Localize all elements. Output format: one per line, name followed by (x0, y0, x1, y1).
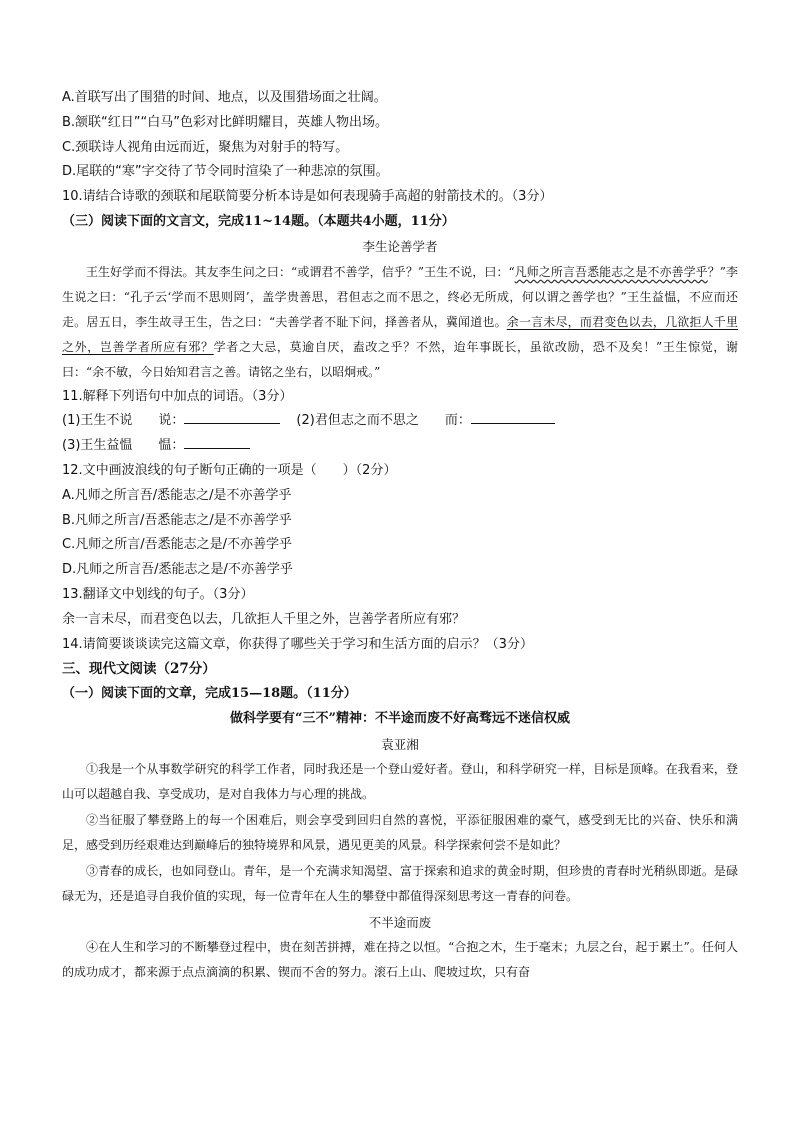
question-11: 11.解释下列语句中加点的词语。（3分） (62, 388, 293, 404)
article-paragraph-1: ①我是一个从事数学研究的科学工作者，同时我还是一个登山爱好者。登山，和科学研究一样，目标是顶峰。在我看来，登山可以超越自我、享受成功，是对自我体力与心理的挑战。 (62, 761, 738, 802)
part-3-sub-heading: （一）阅读下面的文章，完成15—18题。（11分） (62, 686, 357, 702)
article-title: 做科学要有“三不”精神：不半途而废不好高骛远不迷信权威 (230, 710, 570, 726)
question-14: 14.请简要谈谈读完这篇文章，你获得了哪些关于学习和生活方面的启示？（3分） (62, 636, 533, 652)
classical-paragraph (62, 260, 738, 385)
question-11-item-1: (1)王生不说 说： (62, 413, 185, 429)
q9-option-d: D.尾联的“寒”字交待了节令同时渲染了一种悲凉的氛围。 (62, 164, 389, 180)
q12-option-d: D.凡师之所言吾/悉能志之是/不亦善学乎 (62, 562, 293, 578)
question-13: 13.翻译文中划线的句子。（3分） (62, 586, 254, 602)
classical-passage (62, 260, 738, 385)
article-section-title: 不半途而废 (368, 914, 432, 930)
question-10: 10.请结合诗歌的颈联和尾联简要分析本诗是如何表现骑手高超的射箭技术的。（3分） (62, 189, 553, 205)
q9-option-c: C.颈联诗人视角由远而近，聚焦为对射手的特写。 (62, 139, 349, 155)
answer-blank-1[interactable] (184, 409, 280, 424)
question-13-sentence: 余一言未尽，而君变色以去，几欲拒人千里之外，岂善学者所应有邪？ (62, 611, 466, 627)
question-11-row-2 (62, 434, 738, 459)
q9-option-b: B.颔联“红日”“白马”色彩对比鲜明耀目，英雄人物出场。 (62, 114, 388, 130)
article-author: 袁亚湘 (381, 736, 419, 752)
answer-blank-3[interactable] (184, 434, 250, 449)
section-3-heading: （三）阅读下面的文言文，完成11~14题。（本题共4小题，11分） (62, 213, 455, 229)
modern-passage (62, 757, 738, 986)
classical-text-part-1: 王生好学而不得法。其友李生问之曰：“或谓君不善学，信乎？”王生不说，曰：“ (86, 264, 515, 279)
q12-option-c: C.凡师之所言/吾悉能志之是/不亦善学乎 (62, 537, 292, 553)
q12-option-b: B.凡师之所言/吾悉能志之/是不亦善学乎 (62, 512, 292, 528)
classical-text-part-2: ？”李生说之曰：“孔子云‘学而不思则罔’，盖学贵善思，君但志之而不思之，终必无所成，何以谓之善学也？”王生益愠，不应而还走。居五日，李生故寻王生，告之曰：“夫善学者不耻下问，择善者从，冀闻道也。 (62, 264, 738, 329)
article-paragraph-4: ④在人生和学习的不断攀登过程中，贵在刻苦拼搏，难在持之以恒。“合抱之木，生于毫末；九层之台，起于累土”。任何人的成功成才，都来源于点点滴滴的积累、锲而不舍的努力。滚石上山、爬坡过坎，只有奋 (62, 939, 738, 980)
answer-blank-2[interactable] (471, 409, 555, 424)
article-paragraph-3: ③青春的成长，也如同登山。青年，是一个充满求知渴望、富于探索和追求的黄金时期，但珍贵的青春时光稍纵即逝。是碌碌无为，还是追寻自我价值的实现，每一位青年在人生的攀登中都值得深刻思考这一青春的问卷。 (62, 863, 738, 904)
question-11-item-3: (3)王生益愠 愠： (62, 438, 185, 454)
part-3-heading: 三、现代文阅读（27分） (62, 661, 216, 678)
underlined-sentence: 余一言未尽，而君变色以去，几欲拒人千里之外，岂善学者所应有邪？ (62, 314, 738, 354)
exam-page (62, 86, 738, 986)
question-11-item-2: (2)君但志之而不思之 而： (296, 413, 471, 429)
q9-option-a: A.首联写出了围猎的时间、地点，以及围猎场面之壮阔。 (62, 90, 387, 105)
article-paragraph-2: ②当征服了攀登路上的每一个困难后，则会享受到回归自然的喜悦，平添征服困难的豪气，感受到无比的兴奋、快乐和满足，感受到历经艰难达到巅峰后的独特境界和风景，遇见更美的风景。科学探索何尝不是如此？ (62, 812, 738, 853)
classical-text-part-3: 学者之大忌，莫逾自厌，盍改之乎？不然，迨年事既长，虽欲改励，恐不及矣！”王生惊觉，谢曰：“余不敏，今日始知君言之善。请铭之坐右，以昭炯戒。” (62, 339, 738, 379)
question-11-row-1 (62, 409, 738, 434)
q12-option-a: A.凡师之所言吾/悉能志之/是不亦善学乎 (62, 487, 292, 503)
question-12: 12.文中画波浪线的句子断句正确的一项是（ ）（2分） (62, 462, 397, 478)
classical-text-title: 李生论善学者 (362, 238, 438, 254)
wavy-underlined-sentence: 凡师之所言吾悉能志之是不亦善学乎 (514, 264, 708, 279)
